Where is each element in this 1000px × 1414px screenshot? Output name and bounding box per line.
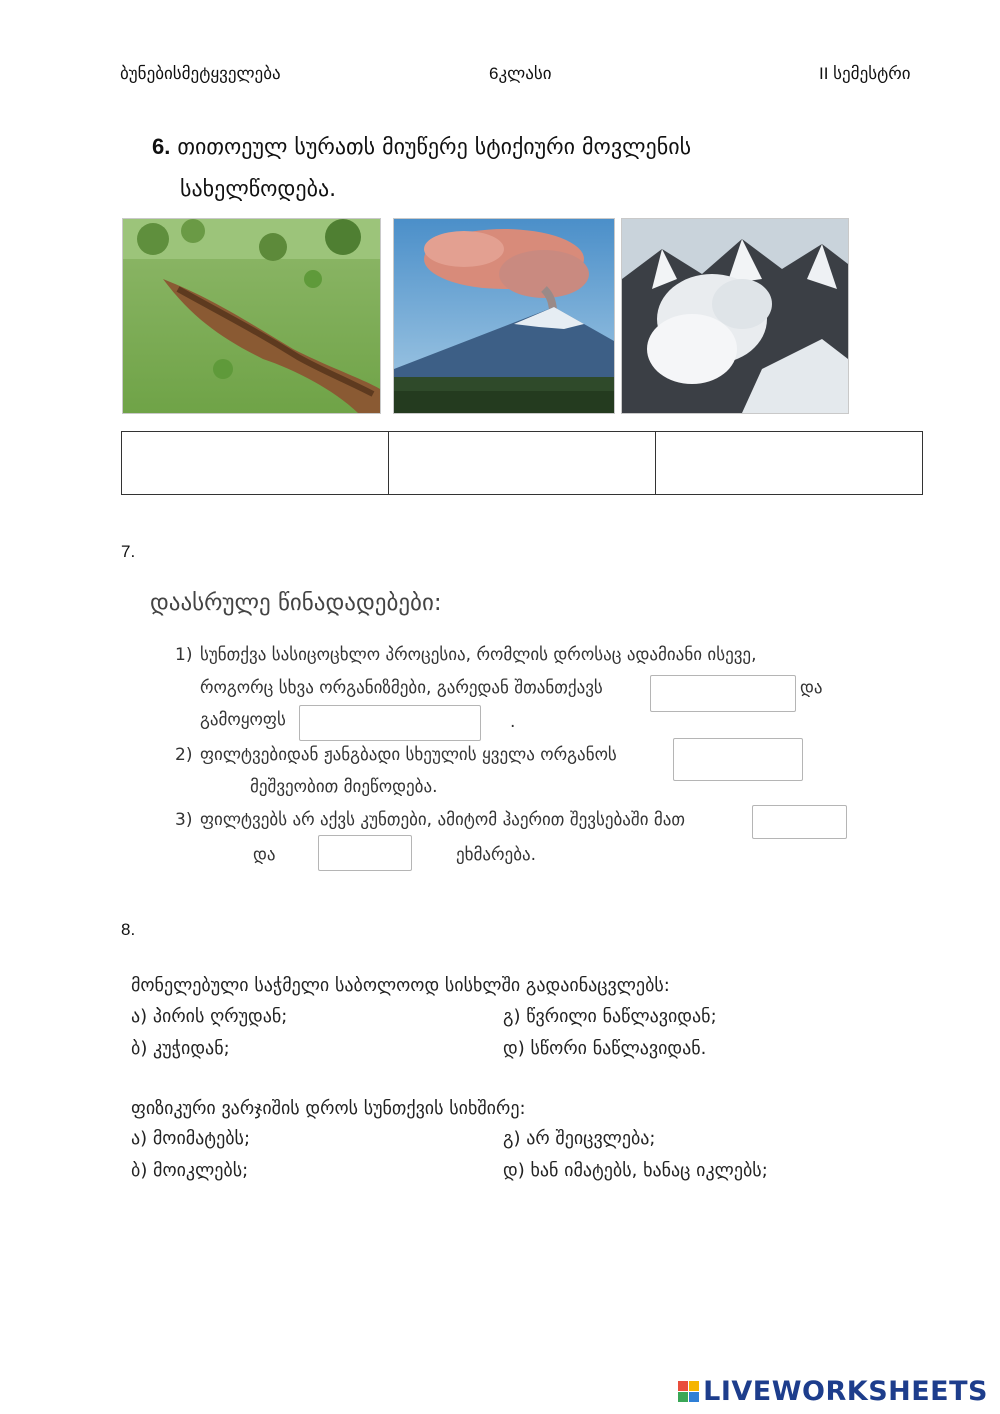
header-semester: II სემესტრი [819, 64, 911, 83]
liveworksheets-logo [678, 1376, 988, 1407]
q6-answer-table [121, 431, 923, 495]
q8-q1-option-g[interactable]: გ) წვრილი ნაწლავიდან; [503, 1006, 717, 1027]
q7-item2-line1: ფილტვებიდან ჟანგბადი სხეულის ყველა ორგანოს [200, 745, 617, 765]
q6-prompt [152, 126, 872, 211]
q7-item3-line1: ფილტვებს არ აქვს კუნთები, ამიტომ ჰაერით შევსებაში მათ [200, 810, 686, 830]
answer-cell-1 [122, 432, 389, 495]
answer-cell-2 [389, 432, 656, 495]
q7-item1-line3: გამოყოფს [200, 710, 286, 730]
q7-item1-line1: სუნთქვა სასიცოცხლო პროცესია, რომლის დროსაც ადამიანი ისევე, [200, 645, 757, 665]
q7-number: 7. [121, 542, 136, 561]
q8-question1: მონელებული საჭმელი საბოლოოდ სისხლში გადაინაცვლებს: [131, 975, 670, 996]
q8-q1-option-d[interactable]: დ) სწორი ნაწლავიდან. [503, 1038, 707, 1059]
q8-q1-option-a[interactable]: ა) პირის ღრუდან; [131, 1006, 288, 1027]
q6-text-line1: თითოეულ სურათს მიუწერე სტიქიური მოვლენის [177, 135, 692, 160]
q7-item1-line2: როგორც სხვა ორგანიზმები, გარედან შთანთქავს [200, 678, 603, 698]
answer-cell-3 [656, 432, 923, 495]
header-subject: ბუნებისმეტყველება [120, 64, 281, 83]
q7-title: დაასრულე წინადადებები: [150, 590, 442, 616]
q6-text-line2: სახელწოდება. [180, 177, 337, 202]
q7-item3-and: და [253, 845, 276, 865]
q8-question2: ფიზიკური ვარჯიშის დროს სუნთქვის სიხშირე: [131, 1098, 526, 1119]
q8-q1-option-b[interactable]: ბ) კუჭიდან; [131, 1038, 230, 1059]
answer-input-landslide[interactable] [122, 432, 388, 494]
q7-item2-number: 2) [175, 745, 193, 765]
q7-item1-period: . [510, 712, 516, 732]
logo-mark-icon [678, 1381, 699, 1402]
answer-input-volcano[interactable] [389, 432, 655, 494]
q8-q2-option-d[interactable]: დ) ხან იმატებს, ხანაც იკლებს; [503, 1160, 768, 1181]
q7-item2-line2: მეშვეობით მიეწოდება. [250, 777, 438, 797]
volcano-photo [393, 218, 615, 414]
q6-number: 6. [152, 134, 171, 159]
q7-blank-1[interactable] [650, 675, 796, 712]
header-grade: 6კლასი [489, 64, 552, 83]
q7-blank-3[interactable] [673, 738, 803, 781]
avalanche-photo [621, 218, 849, 414]
q8-q2-option-b[interactable]: ბ) მოიკლებს; [131, 1160, 249, 1181]
q7-item1-and: და [800, 678, 823, 698]
q7-blank-5[interactable] [318, 835, 412, 871]
logo-text: LIVEWORKSHEETS [703, 1376, 988, 1407]
q8-q2-option-a[interactable]: ა) მოიმატებს; [131, 1128, 251, 1149]
q7-item3-number: 3) [175, 810, 193, 830]
q7-blank-4[interactable] [752, 805, 847, 839]
q8-q2-option-g[interactable]: გ) არ შეიცვლება; [503, 1128, 656, 1149]
q7-blank-2[interactable] [299, 705, 481, 741]
landslide-photo [122, 218, 381, 414]
q7-item1-number: 1) [175, 645, 193, 665]
q8-number: 8. [121, 920, 136, 939]
answer-input-avalanche[interactable] [656, 432, 922, 494]
q7-item3-line2: ეხმარება. [456, 845, 537, 865]
